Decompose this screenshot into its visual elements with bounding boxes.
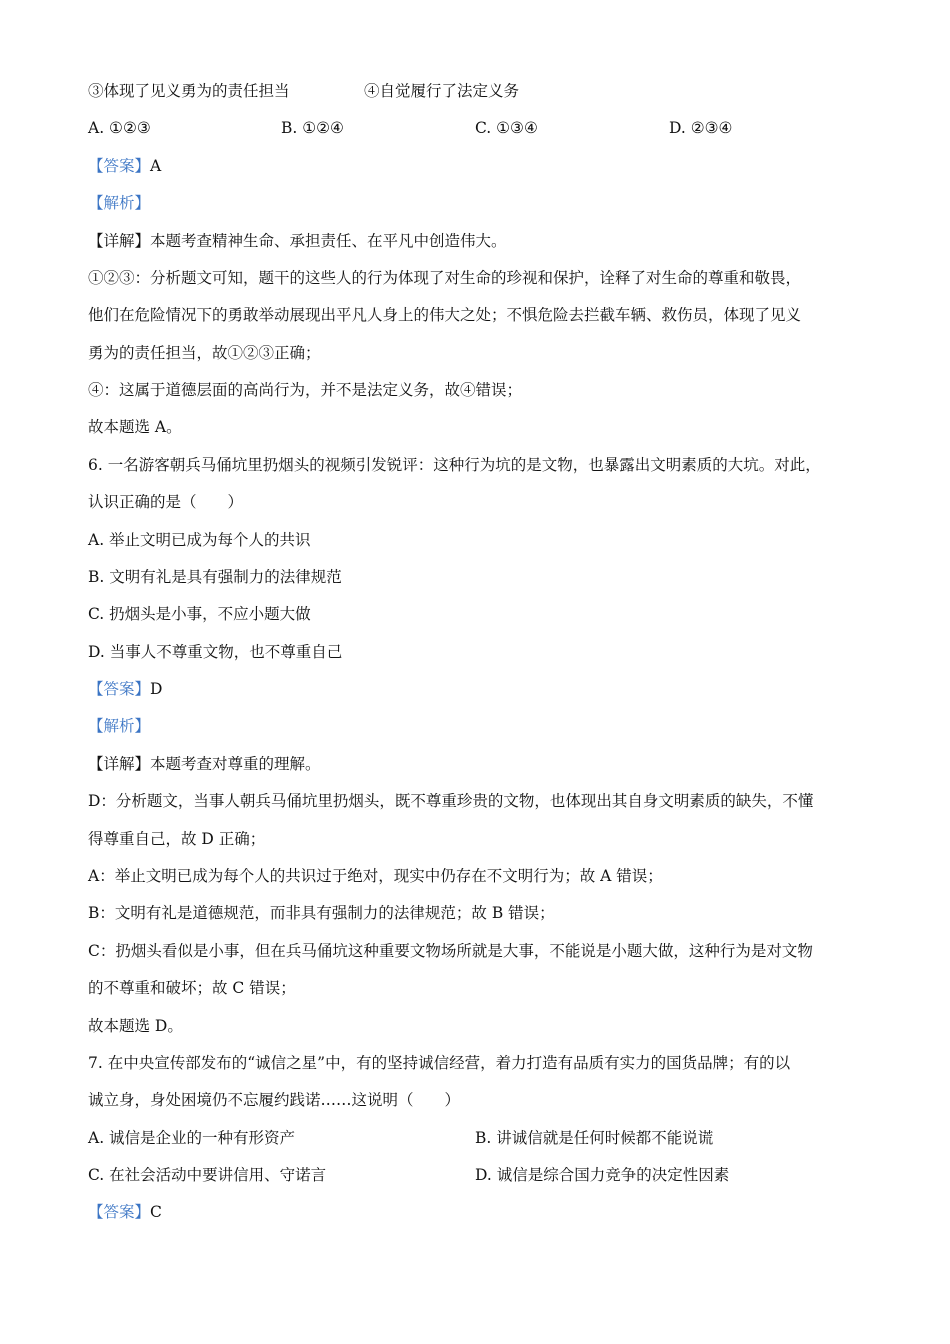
q6-detail xyxy=(88,754,321,774)
answer-tag: 【答案】 xyxy=(88,680,151,698)
q5-exp1-line2: 他们在危险情况下的勇敢举动展现出平凡人身上的伟大之处；不惧危险去拦截车辆、救伤员，体现了见义 xyxy=(88,306,802,324)
q7-stem-line1: 7. 在中央宣传部发布的“诚信之星”中，有的坚持诚信经营，着力打造有品质有实力的国货品牌；有的以 xyxy=(88,1054,791,1072)
q5-option-c: C. ①③④ xyxy=(475,119,538,137)
answer-tag: 【答案】 xyxy=(88,1203,151,1221)
q5-option-a: A. ①②③ xyxy=(88,119,151,137)
q5-answer xyxy=(88,156,161,176)
q6-exp-d-line1: D：分析题文，当事人朝兵马俑坑里扔烟头，既不尊重珍贵的文物，也体现出其自身文明素质的缺失，不懂 xyxy=(88,792,814,810)
q6-exp-c-line1: C：扔烟头看似是小事，但在兵马俑坑这种重要文物场所就是大事，不能说是小题大做，这种行为是对文物 xyxy=(88,942,813,960)
q7-option-a: A. 诚信是企业的一种有形资产 xyxy=(88,1129,296,1147)
q6-option-b: B. 文明有礼是具有强制力的法律规范 xyxy=(88,568,342,586)
q5-option-b: B. ①②④ xyxy=(281,119,344,137)
q5-option-d: D. ②③④ xyxy=(669,119,733,137)
q5-exp1-line3: 勇为的责任担当，故①②③正确； xyxy=(88,344,321,362)
q6-option-d: D. 当事人不尊重文物，也不尊重自己 xyxy=(88,643,343,661)
detail-text: 本题考查对尊重的理解。 xyxy=(150,755,321,773)
answer-tag: 【答案】 xyxy=(88,157,151,175)
q6-answer xyxy=(88,679,162,699)
q6-analysis-tag: 【解析】 xyxy=(88,717,151,735)
q5-analysis-tag: 【解析】 xyxy=(88,194,151,212)
q7-answer xyxy=(88,1202,162,1222)
q7-option-b: B. 讲诚信就是任何时候都不能说谎 xyxy=(475,1129,714,1147)
q7-option-c: C. 在社会活动中要讲信用、守诺言 xyxy=(88,1166,327,1184)
statement-3: ③体现了见义勇为的责任担当 xyxy=(88,82,290,100)
q7-option-d: D. 诚信是综合国力竞争的决定性因素 xyxy=(475,1166,730,1184)
q6-exp-d-line2: 得尊重自己，故 D 正确； xyxy=(88,830,266,848)
q5-exp1-line1: ①②③：分析题文可知，题干的这些人的行为体现了对生命的珍视和保护，诠释了对生命的尊重和敬畏， xyxy=(88,269,802,287)
q6-conclusion: 故本题选 D。 xyxy=(88,1017,183,1035)
q5-detail xyxy=(88,231,507,251)
statement-4: ④自觉履行了法定义务 xyxy=(364,82,520,100)
q6-option-c: C. 扔烟头是小事，不应小题大做 xyxy=(88,605,311,623)
detail-text: 本题考查精神生命、承担责任、在平凡中创造伟大。 xyxy=(150,232,507,250)
detail-tag: 【详解】 xyxy=(88,755,151,773)
q5-conclusion: 故本题选 A。 xyxy=(88,418,182,436)
detail-tag: 【详解】 xyxy=(88,232,151,250)
q6-exp-c-line2: 的不尊重和破坏；故 C 错误； xyxy=(88,979,296,997)
q6-stem-line1: 6. 一名游客朝兵马俑坑里扔烟头的视频引发锐评：这种行为坑的是文物，也暴露出文明素质的大坑。对此， xyxy=(88,456,821,474)
q7-stem-line2: 诚立身，身处困境仍不忘履约践诺……这说明（ ） xyxy=(88,1091,461,1109)
q5-exp2: ④：这属于道德层面的高尚行为，并不是法定义务，故④错误； xyxy=(88,381,523,399)
answer-value: C xyxy=(150,1203,162,1221)
q6-option-a: A. 举止文明已成为每个人的共识 xyxy=(88,531,311,549)
q6-exp-b: B：文明有礼是道德规范，而非具有强制力的法律规范；故 B 错误； xyxy=(88,904,555,922)
answer-value: D xyxy=(150,680,163,698)
q6-exp-a: A：举止文明已成为每个人的共识过于绝对，现实中仍存在不文明行为；故 A 错误； xyxy=(88,867,663,885)
q6-stem-line2: 认识正确的是（ ） xyxy=(88,493,244,511)
answer-value: A xyxy=(150,157,162,175)
